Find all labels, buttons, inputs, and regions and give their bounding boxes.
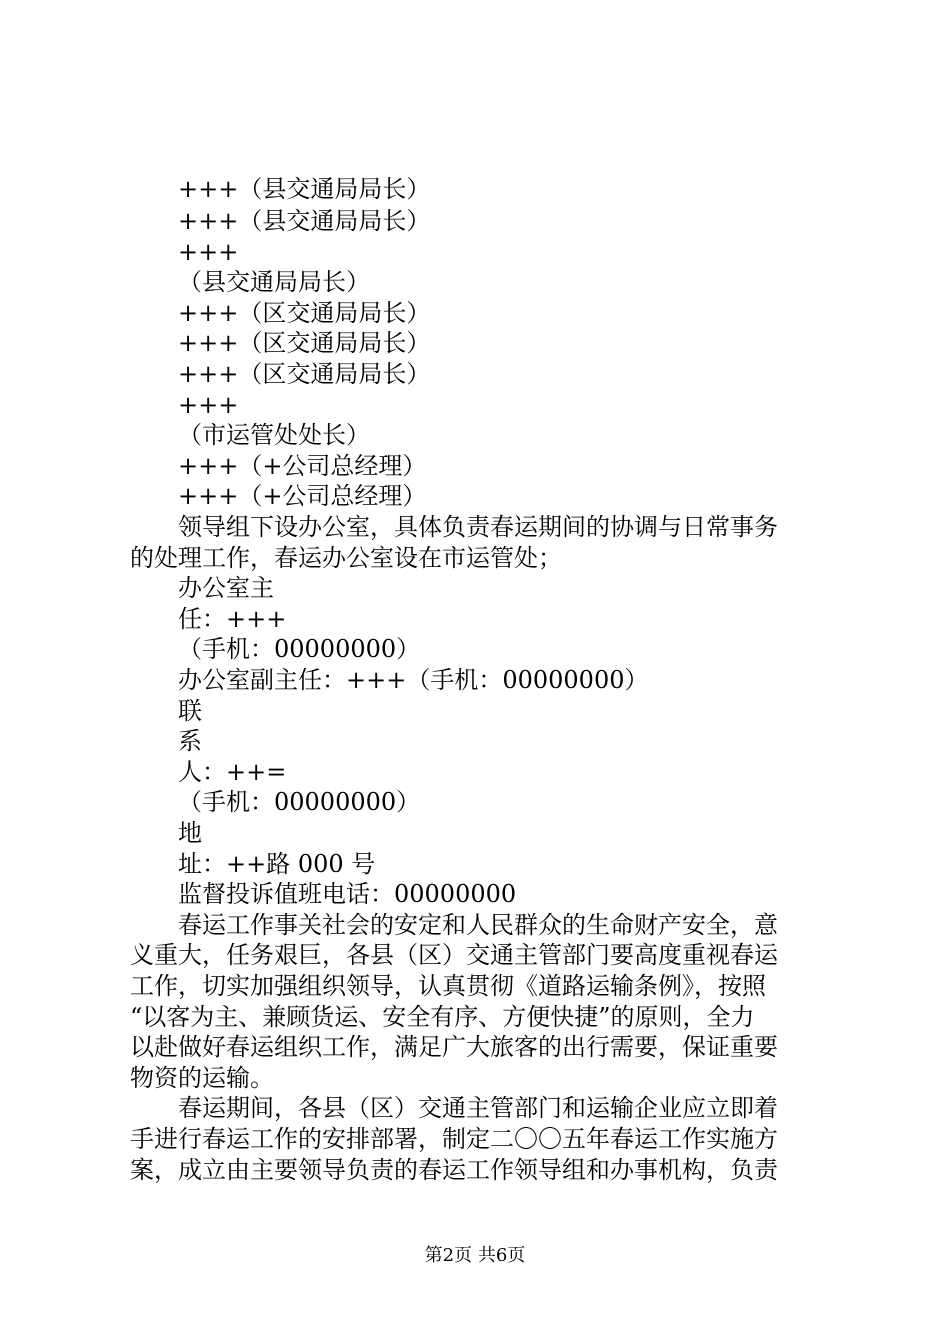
leader-line-4: +++（区交通局局长） [178,299,431,327]
leader-line-3-name: +++ [178,238,239,266]
paragraph-importance-4: “以客为主、兼顾货运、安全有序、方便快捷”的原则，全力 [130,1003,755,1031]
leader-line-5: +++（区交通局局长） [178,329,431,357]
leader-line-1: +++（县交通局局长） [178,175,431,203]
paragraph-importance-6: 物资的运输。 [130,1064,274,1092]
leader-line-7-title: （市运管处处长） [178,421,370,449]
contact-label-1: 联 [178,697,202,725]
contact-person: 人：++= [178,758,287,786]
paragraph-arrangement-2: 手进行春运工作的安排部署，制定二〇〇五年春运工作实施方 [130,1125,778,1153]
address-label: 地 [178,819,202,847]
leader-line-7-name: +++ [178,391,239,419]
paragraph-importance-5: 以赴做好春运组织工作，满足广大旅客的出行需要，保证重要 [130,1033,778,1061]
contact-phone: （手机：00000000） [178,788,421,816]
leader-line-8: +++（+公司总经理） [178,452,427,480]
paragraph-importance-2: 义重大，任务艰巨，各县（区）交通主管部门要高度重视春运 [130,941,778,969]
leader-line-9: +++（+公司总经理） [178,482,427,510]
paragraph-arrangement-3: 案，成立由主要领导负责的春运工作领导组和办事机构，负责 [130,1156,778,1184]
leader-line-6: +++（区交通局局长） [178,360,431,388]
paragraph-office-1: 领导组下设办公室，具体负责春运期间的协调与日常事务 [178,513,778,541]
office-director-phone: （手机：00000000） [178,635,421,663]
page-number-footer: 第2页 共6页 [424,1245,526,1266]
office-director-label: 办公室主 [178,574,274,602]
address-value: 址：++路 000 号 [178,850,376,878]
paragraph-importance-3: 工作，切实加强组织领导，认真贯彻《道路运输条例》，按照 [130,972,766,1000]
paragraph-arrangement-1: 春运期间，各县（区）交通主管部门和运输企业应立即着 [178,1094,778,1122]
office-deputy-director: 办公室副主任：+++（手机：00000000） [178,666,649,694]
paragraph-importance-1: 春运工作事关社会的安定和人民群众的生命财产安全，意 [178,911,778,939]
leader-line-3-title: （县交通局局长） [178,268,370,296]
contact-label-2: 系 [178,727,202,755]
leader-line-2: +++（县交通局局长） [178,207,431,235]
complaint-hotline: 监督投诉值班电话：00000000 [178,880,517,908]
office-director-name: 任：+++ [178,605,287,633]
paragraph-office-2: 的处理工作，春运办公室设在市运管处； [130,544,562,572]
